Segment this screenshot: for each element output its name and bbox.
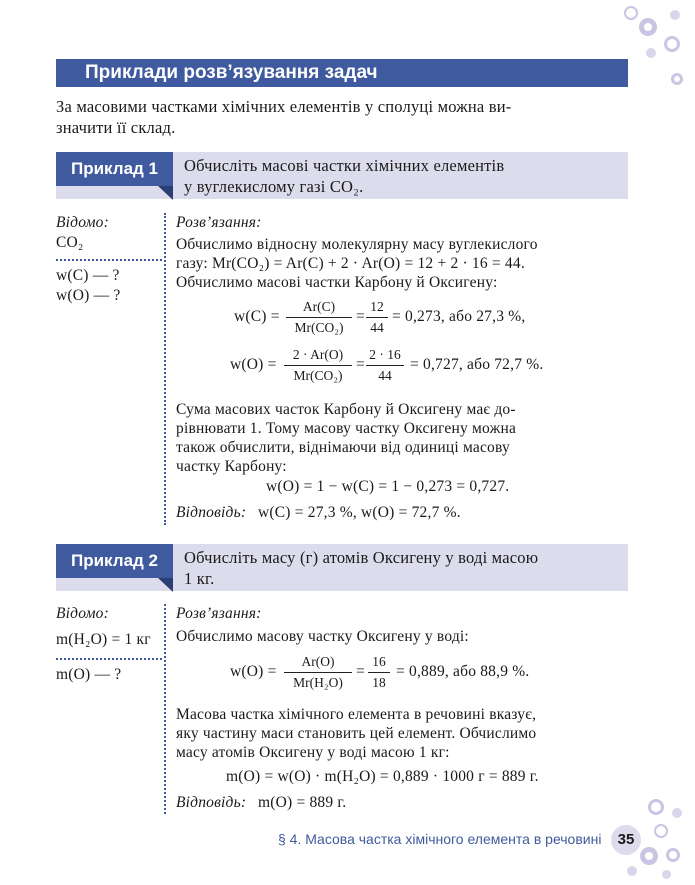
example-2-given-divider <box>56 658 162 660</box>
fraction-bar <box>368 672 390 673</box>
example-1-label-notch <box>158 186 173 200</box>
example-2-paragraph-line-2: яку частину маси становить цей елемент. Обчислимо <box>176 725 537 742</box>
example-2-label-notch <box>158 578 173 592</box>
example-1-paragraph-line-3: також обчислити, віднімаючи від одиниці масову <box>176 439 510 456</box>
formula-result: = 0,727, або 72,7 %. <box>410 356 544 373</box>
example-2-solution-line-1: Обчислимо масову частку Оксигену у воді: <box>176 628 469 645</box>
example-1-task-line-2: у вуглекислому газі CO₂. <box>184 177 364 196</box>
example-1-equation: w(O) = 1 − w(C) = 1 − 0,273 = 0,727. <box>266 478 510 495</box>
formula-numerator: 16 <box>372 654 386 669</box>
example-1-answer-text: w(C) = 27,3 %, w(O) = 72,7 %. <box>258 504 461 521</box>
section-title: Приклади розв’язування задач <box>85 62 378 83</box>
formula-denominator: 44 <box>378 368 392 383</box>
fraction-bar <box>284 365 352 366</box>
formula-denominator: Mr(CO₂) <box>294 320 344 335</box>
formula-result: = 0,273, або 27,3 %, <box>392 308 526 325</box>
example-2-paragraph-line-1: Масова частка хімічного елемента в речовині вказує, <box>176 706 537 723</box>
formula-equals: = <box>356 663 365 680</box>
formula-denominator: 44 <box>370 320 384 335</box>
example-1-task-line-1: Обчисліть масові частки хімічних елементів <box>184 156 505 175</box>
example-2-task-line-2: 1 кг. <box>184 569 215 588</box>
fraction-bar <box>284 672 352 673</box>
formula-numerator: 2 · Ar(O) <box>292 347 344 362</box>
example-1-given-title: Відомо: <box>56 214 109 231</box>
example-1-paragraph-line-4: частку Карбону: <box>176 458 287 475</box>
example-1-given-value: CO₂ <box>56 234 84 251</box>
example-2-answer-label: Відповідь: <box>176 794 247 811</box>
example-2-given-value: m(H₂O) = 1 кг <box>56 631 151 648</box>
fraction-bar <box>366 317 388 318</box>
intro-line-2: значити її склад. <box>56 118 176 137</box>
example-1-given-divider <box>56 259 162 261</box>
formula-result: = 0,889, або 88,9 %. <box>396 663 530 680</box>
example-2-answer-text: m(O) = 889 г. <box>258 794 347 811</box>
example-2-equation: m(O) = w(O) · m(H₂O) = 0,889 · 1000 г = 889 г. <box>226 768 539 785</box>
example-1-paragraph-line-1: Сума масових часток Карбону й Оксигену має до- <box>176 401 516 418</box>
formula-equals: = <box>356 356 365 373</box>
example-1-solution-line-3: Обчислимо масові частки Карбону й Оксигену: <box>176 274 498 291</box>
example-1-solution-title: Розв’язання: <box>176 214 262 231</box>
formula-numerator: Ar(C) <box>302 299 336 314</box>
example-1-solution-line-1: Обчислимо відносну молекулярну масу вуглекислого <box>176 236 538 253</box>
example-1-find-2: w(O) — ? <box>56 287 121 304</box>
footer-section-title: § 4. Масова частка хімічного елемента в речовині <box>278 831 602 847</box>
fraction-bar <box>286 317 352 318</box>
intro-line-1: За масовими частками хімічних елементів у сполуці можна ви- <box>56 97 512 116</box>
formula-denominator: Mr(CO₂) <box>293 368 343 383</box>
example-2-paragraph-line-3: масу атомів Оксигену у воді масою 1 кг: <box>176 744 450 761</box>
formula-numerator: 2 · 16 <box>369 347 401 362</box>
formula-lhs: w(O) = <box>230 356 277 373</box>
example-2-find-1: m(O) — ? <box>56 666 122 683</box>
formula-denominator: Mr(H₂O) <box>293 675 343 690</box>
formula-numerator: 12 <box>370 299 384 314</box>
example-2-solution-title: Розв’язання: <box>176 605 262 622</box>
formula-numerator: Ar(O) <box>301 654 335 669</box>
example-1-divider <box>164 213 166 525</box>
example-2-given-title: Відомо: <box>56 605 109 622</box>
fraction-bar <box>366 365 404 366</box>
example-1-find-1: w(C) — ? <box>56 267 120 284</box>
example-1-solution-line-2: газу: Mr(CO₂) = Ar(C) + 2 · Ar(O) = 12 + 2 · 16 = 44. <box>176 255 525 272</box>
formula-equals: = <box>356 308 365 325</box>
formula-lhs: w(C) = <box>234 308 280 325</box>
example-2-label: Приклад 2 <box>56 544 173 578</box>
formula-lhs: w(O) = <box>230 663 277 680</box>
example-2-task-line-1: Обчисліть масу (г) атомів Оксигену у воді масою <box>184 548 539 567</box>
example-1-paragraph-line-2: рівнювати 1. Тому масову частку Оксигену можна <box>176 420 517 437</box>
example-2-divider <box>164 604 166 814</box>
example-1-answer-label: Відповідь: <box>176 504 247 521</box>
example-1-label: Приклад 1 <box>56 152 173 186</box>
page-number: 35 <box>611 825 641 855</box>
formula-denominator: 18 <box>372 675 386 690</box>
